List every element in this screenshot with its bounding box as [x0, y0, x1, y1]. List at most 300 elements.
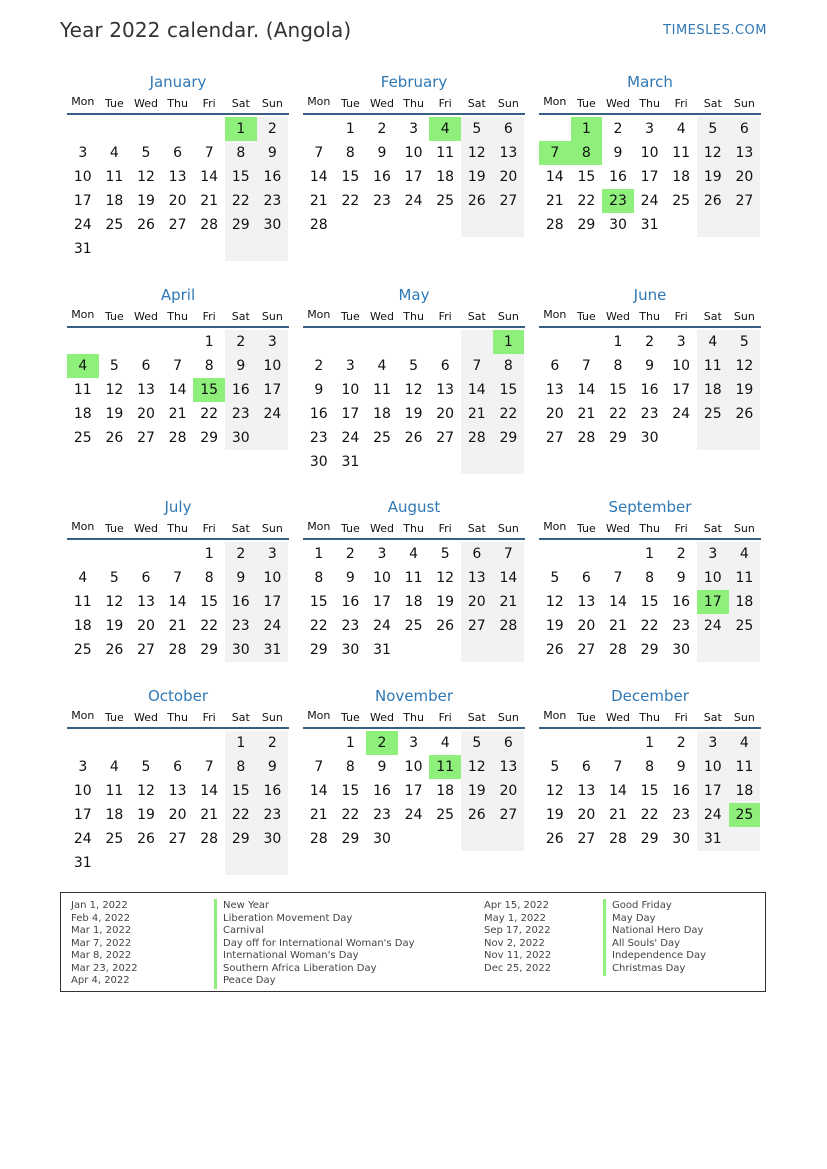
day-cell: 15	[200, 594, 219, 610]
day-cell: 9	[645, 358, 655, 374]
weekday-label: Sun	[261, 711, 283, 724]
weekday-label: Sat	[467, 310, 486, 323]
day-cell: 27	[493, 189, 525, 213]
day-cell: 4	[409, 546, 419, 562]
brand-link[interactable]: TIMESLES.COM	[663, 23, 767, 38]
day-cell: 16	[257, 779, 289, 803]
weekday-label: Tue	[104, 310, 124, 323]
day-cell: 11	[105, 783, 124, 799]
weekday-label: Mon	[307, 520, 331, 533]
weekday-label: Mon	[307, 95, 331, 108]
day-cell: 31	[640, 217, 659, 233]
holiday-day-cell: 1	[493, 330, 525, 354]
day-cell: 17	[404, 169, 423, 185]
day-cell: 13	[493, 755, 525, 779]
header-rule	[539, 326, 761, 328]
day-cell: 9	[314, 382, 324, 398]
day-cell: 10	[73, 169, 92, 185]
day-cell: 22	[493, 402, 525, 426]
day-cell: 6	[581, 759, 591, 775]
header-rule	[67, 113, 289, 115]
weekday-label: Wed	[133, 711, 158, 724]
day-cell: 7	[581, 358, 591, 374]
weekday-label: Wed	[369, 711, 394, 724]
holiday-name: Christmas Day	[612, 962, 686, 974]
day-cell: 14	[461, 378, 493, 402]
holiday-name: Liberation Movement Day	[223, 912, 353, 924]
day-cell: 10	[73, 783, 92, 799]
month-name: June	[633, 286, 667, 304]
month-name: July	[164, 498, 192, 516]
day-cell: 9	[676, 570, 686, 586]
holiday-day-cell: 4	[67, 354, 99, 378]
weekday-label: Fri	[202, 711, 216, 724]
day-cell: 18	[436, 783, 455, 799]
weekday-header	[539, 95, 761, 109]
weekday-header	[67, 709, 289, 723]
weekday-label: Tue	[340, 711, 360, 724]
weekday-label: Mon	[543, 520, 567, 533]
day-cell: 13	[137, 594, 155, 610]
day-cell: 26	[461, 803, 493, 827]
holiday-day-cell: 7	[539, 141, 571, 165]
day-cell: 14	[168, 594, 187, 610]
day-cell: 26	[729, 402, 761, 426]
day-cell: 27	[493, 803, 525, 827]
day-cell: 12	[105, 594, 124, 610]
day-cell: 2	[377, 121, 387, 137]
day-cell: 11	[105, 169, 124, 185]
day-cell: 6	[729, 117, 761, 141]
day-cell: 22	[200, 618, 219, 634]
day-cell: 8	[345, 145, 355, 161]
day-cell: 20	[137, 618, 155, 634]
day-cell: 1	[645, 735, 655, 751]
weekday-label: Sat	[231, 310, 250, 323]
day-cell: 3	[697, 542, 729, 566]
holiday-date: Jan 1, 2022	[71, 900, 128, 911]
day-cell: 21	[168, 618, 187, 634]
day-cell: 9	[225, 354, 257, 378]
day-cell: 3	[345, 358, 355, 374]
day-cell: 25	[672, 193, 691, 209]
day-cell: 1	[204, 546, 214, 562]
day-cell: 30	[225, 426, 257, 450]
holiday-date: Apr 4, 2022	[71, 975, 130, 986]
holiday-date: Feb 4, 2022	[71, 912, 131, 924]
day-cell: 28	[609, 831, 627, 847]
day-cell: 24	[404, 193, 423, 209]
day-cell: 20	[493, 165, 525, 189]
day-cell: 14	[200, 783, 219, 799]
header-rule	[67, 538, 289, 540]
weekday-header	[303, 308, 525, 322]
weekday-label: Wed	[369, 97, 394, 110]
day-cell: 13	[436, 382, 455, 398]
day-cell: 25	[436, 807, 455, 823]
day-cell: 27	[729, 189, 761, 213]
weekend-blank	[493, 638, 525, 662]
day-cell: 21	[309, 193, 328, 209]
holiday-date: Nov 2, 2022	[484, 937, 545, 949]
day-cell: 19	[729, 378, 761, 402]
holiday-name: Peace Day	[223, 975, 276, 986]
day-cell: 26	[436, 618, 455, 634]
weekday-label: Mon	[543, 709, 567, 722]
day-cell: 2	[257, 731, 289, 755]
page-title: Year 2022 calendar. (Angola)	[60, 18, 352, 42]
day-cell: 11	[436, 145, 455, 161]
day-cell: 14	[609, 783, 627, 799]
day-cell: 5	[461, 731, 493, 755]
day-cell: 25	[373, 430, 391, 446]
day-cell: 15	[640, 783, 659, 799]
day-cell: 3	[645, 121, 655, 137]
header-rule	[539, 538, 761, 540]
day-cell: 24	[672, 406, 691, 422]
header-rule	[67, 727, 289, 729]
day-cell: 29	[225, 827, 257, 851]
weekday-label: Thu	[639, 97, 660, 110]
day-cell: 31	[257, 638, 289, 662]
day-cell: 28	[309, 217, 328, 233]
day-cell: 21	[200, 807, 219, 823]
holiday-marker-left	[214, 899, 217, 989]
day-cell: 27	[577, 831, 596, 847]
day-cell: 27	[137, 430, 155, 446]
day-cell: 2	[613, 121, 623, 137]
holiday-name: Independence Day	[612, 950, 707, 961]
day-cell: 21	[200, 193, 219, 209]
day-cell: 28	[168, 642, 187, 658]
weekday-label: Thu	[639, 711, 660, 724]
weekday-label: Mon	[543, 95, 567, 108]
day-cell: 10	[697, 755, 729, 779]
day-cell: 27	[461, 614, 493, 638]
weekday-label: Sun	[733, 97, 755, 110]
day-cell: 14	[309, 783, 328, 799]
weekday-label: Thu	[403, 711, 424, 724]
day-cell: 18	[105, 807, 124, 823]
day-cell: 19	[461, 165, 493, 189]
day-cell: 18	[436, 169, 455, 185]
day-cell: 6	[493, 117, 525, 141]
day-cell: 23	[257, 189, 289, 213]
day-cell: 13	[577, 594, 596, 610]
day-cell: 10	[404, 145, 423, 161]
day-cell: 29	[225, 213, 257, 237]
day-cell: 6	[141, 570, 151, 586]
day-cell: 8	[345, 759, 355, 775]
day-cell: 16	[609, 169, 627, 185]
day-cell: 20	[168, 193, 187, 209]
day-cell: 21	[577, 406, 596, 422]
day-cell: 11	[672, 145, 691, 161]
day-cell: 7	[173, 358, 183, 374]
day-cell: 24	[73, 831, 92, 847]
weekday-label: Thu	[167, 310, 188, 323]
day-cell: 12	[436, 570, 455, 586]
day-cell: 19	[461, 779, 493, 803]
day-cell: 8	[314, 570, 324, 586]
day-cell: 28	[577, 430, 596, 446]
holiday-name: Carnival	[223, 925, 264, 936]
holiday-date: Mar 23, 2022	[71, 962, 138, 974]
day-cell: 25	[729, 614, 761, 638]
month-name: September	[608, 498, 692, 516]
day-cell: 28	[200, 217, 219, 233]
holiday-name: Day off for International Woman's Day	[223, 937, 415, 949]
holiday-date: Mar 7, 2022	[71, 937, 132, 949]
day-cell: 21	[461, 402, 493, 426]
day-cell: 12	[105, 382, 124, 398]
day-cell: 10	[341, 382, 360, 398]
weekday-label: Tue	[576, 310, 596, 323]
day-cell: 29	[577, 217, 596, 233]
weekday-label: Fri	[674, 711, 688, 724]
day-cell: 9	[225, 566, 257, 590]
day-cell: 3	[697, 731, 729, 755]
day-cell: 8	[204, 570, 214, 586]
day-cell: 20	[168, 807, 187, 823]
day-cell: 17	[672, 382, 691, 398]
day-cell: 7	[613, 759, 623, 775]
day-cell: 19	[137, 193, 155, 209]
day-cell: 9	[613, 145, 623, 161]
day-cell: 13	[493, 141, 525, 165]
day-cell: 6	[493, 731, 525, 755]
month-name: August	[387, 498, 441, 516]
day-cell: 24	[257, 614, 289, 638]
day-cell: 26	[545, 831, 564, 847]
day-cell: 25	[105, 217, 124, 233]
weekend-blank	[225, 851, 257, 875]
weekday-label: Wed	[369, 310, 394, 323]
day-cell: 7	[314, 145, 324, 161]
day-cell: 13	[168, 783, 187, 799]
day-cell: 13	[577, 783, 596, 799]
day-cell: 11	[729, 755, 761, 779]
day-cell: 5	[409, 358, 419, 374]
day-cell: 29	[640, 642, 659, 658]
day-cell: 17	[73, 807, 92, 823]
day-cell: 22	[341, 807, 360, 823]
day-cell: 26	[137, 831, 155, 847]
weekday-label: Sun	[497, 310, 519, 323]
weekday-label: Wed	[133, 97, 158, 110]
weekday-label: Sun	[733, 310, 755, 323]
holiday-date: May 1, 2022	[484, 912, 547, 924]
day-cell: 19	[105, 618, 124, 634]
day-cell: 30	[609, 217, 627, 233]
day-cell: 26	[137, 217, 155, 233]
weekday-header	[539, 308, 761, 322]
day-cell: 29	[341, 831, 360, 847]
day-cell: 27	[137, 642, 155, 658]
header-rule	[539, 113, 761, 115]
day-cell: 4	[729, 731, 761, 755]
day-cell: 14	[200, 169, 219, 185]
day-cell: 19	[697, 165, 729, 189]
day-cell: 28	[168, 430, 187, 446]
weekday-label: Fri	[438, 97, 452, 110]
day-cell: 26	[404, 430, 423, 446]
day-cell: 21	[168, 406, 187, 422]
day-cell: 15	[493, 378, 525, 402]
holiday-name: International Woman's Day	[223, 950, 359, 961]
day-cell: 16	[373, 169, 391, 185]
day-cell: 3	[676, 334, 686, 350]
day-cell: 5	[141, 145, 151, 161]
day-cell: 28	[461, 426, 493, 450]
day-cell: 15	[640, 594, 659, 610]
day-cell: 29	[309, 642, 328, 658]
day-cell: 15	[577, 169, 596, 185]
weekday-label: Sat	[231, 97, 250, 110]
day-cell: 12	[545, 783, 564, 799]
day-cell: 8	[645, 759, 655, 775]
day-cell: 1	[345, 735, 355, 751]
weekday-label: Mon	[71, 709, 95, 722]
day-cell: 20	[493, 779, 525, 803]
holiday-name: Good Friday	[612, 900, 672, 911]
weekend-blank	[461, 638, 493, 662]
day-cell: 12	[729, 354, 761, 378]
weekday-label: Fri	[202, 522, 216, 535]
day-cell: 16	[373, 783, 391, 799]
day-cell: 7	[493, 542, 525, 566]
day-cell: 22	[225, 803, 257, 827]
day-cell: 10	[640, 145, 659, 161]
day-cell: 12	[545, 594, 564, 610]
weekday-label: Fri	[202, 97, 216, 110]
holiday-dates-right	[484, 900, 551, 975]
day-cell: 4	[109, 145, 119, 161]
day-cell: 9	[257, 755, 289, 779]
day-cell: 15	[225, 165, 257, 189]
holiday-name: National Hero Day	[612, 925, 704, 936]
weekend-blank	[493, 827, 525, 851]
day-cell: 20	[729, 165, 761, 189]
day-cell: 8	[204, 358, 214, 374]
weekday-label: Tue	[340, 97, 360, 110]
day-cell: 24	[697, 614, 729, 638]
weekend-blank	[225, 237, 257, 261]
weekday-label: Wed	[605, 522, 630, 535]
holiday-name: May Day	[612, 912, 656, 924]
day-cell: 22	[609, 406, 627, 422]
day-cell: 12	[461, 141, 493, 165]
day-cell: 30	[672, 831, 691, 847]
day-cell: 28	[545, 217, 564, 233]
weekday-header	[67, 308, 289, 322]
weekend-blank	[729, 213, 761, 237]
day-cell: 8	[225, 755, 257, 779]
day-cell: 25	[73, 430, 92, 446]
day-cell: 27	[577, 642, 596, 658]
day-cell: 7	[613, 570, 623, 586]
day-cell: 23	[672, 618, 691, 634]
weekend-blank	[729, 426, 761, 450]
day-cell: 17	[404, 783, 423, 799]
weekday-label: Mon	[307, 709, 331, 722]
day-cell: 30	[309, 454, 328, 470]
weekday-label: Tue	[576, 97, 596, 110]
day-cell: 5	[109, 570, 119, 586]
holiday-legend	[60, 892, 766, 992]
day-cell: 17	[341, 406, 360, 422]
day-cell: 11	[373, 382, 391, 398]
weekend-blank	[697, 213, 729, 237]
day-cell: 16	[672, 594, 691, 610]
month-name: April	[160, 286, 196, 304]
weekday-label: Sat	[703, 310, 722, 323]
day-cell: 24	[404, 807, 423, 823]
month-name: May	[398, 286, 430, 304]
day-cell: 31	[697, 827, 729, 851]
day-cell: 22	[640, 618, 659, 634]
holiday-name: Southern Africa Liberation Day	[223, 962, 377, 974]
weekday-label: Tue	[104, 522, 124, 535]
weekday-header	[303, 709, 525, 723]
weekday-label: Wed	[133, 522, 158, 535]
day-cell: 5	[550, 759, 560, 775]
day-cell: 4	[377, 358, 387, 374]
day-cell: 9	[377, 759, 387, 775]
day-cell: 24	[697, 803, 729, 827]
day-cell: 29	[200, 430, 219, 446]
day-cell: 18	[729, 590, 761, 614]
day-cell: 2	[257, 117, 289, 141]
day-cell: 10	[404, 759, 423, 775]
day-cell: 1	[225, 731, 257, 755]
day-cell: 25	[105, 831, 124, 847]
day-cell: 19	[436, 594, 455, 610]
day-cell: 3	[409, 121, 419, 137]
day-cell: 26	[105, 430, 124, 446]
day-cell: 11	[729, 566, 761, 590]
day-cell: 5	[141, 759, 151, 775]
weekday-label: Sat	[703, 97, 722, 110]
weekday-label: Sun	[261, 97, 283, 110]
day-cell: 1	[613, 334, 623, 350]
day-cell: 25	[697, 402, 729, 426]
day-cell: 10	[257, 566, 289, 590]
day-cell: 23	[672, 807, 691, 823]
day-cell: 10	[697, 566, 729, 590]
day-cell: 20	[436, 406, 455, 422]
weekday-header	[67, 95, 289, 109]
day-cell: 25	[404, 618, 423, 634]
day-cell: 20	[137, 406, 155, 422]
day-cell: 30	[257, 213, 289, 237]
weekday-label: Fri	[674, 522, 688, 535]
day-cell: 16	[672, 783, 691, 799]
day-cell: 28	[200, 831, 219, 847]
day-cell: 18	[672, 169, 691, 185]
day-cell: 20	[577, 618, 596, 634]
weekend-blank	[257, 851, 289, 875]
day-cell: 24	[257, 402, 289, 426]
day-cell: 16	[225, 378, 257, 402]
holiday-date: Mar 1, 2022	[71, 925, 132, 936]
day-cell: 30	[225, 638, 257, 662]
day-cell: 26	[461, 189, 493, 213]
day-cell: 24	[73, 217, 92, 233]
day-cell: 28	[609, 642, 627, 658]
day-cell: 27	[545, 430, 564, 446]
day-cell: 3	[78, 759, 88, 775]
